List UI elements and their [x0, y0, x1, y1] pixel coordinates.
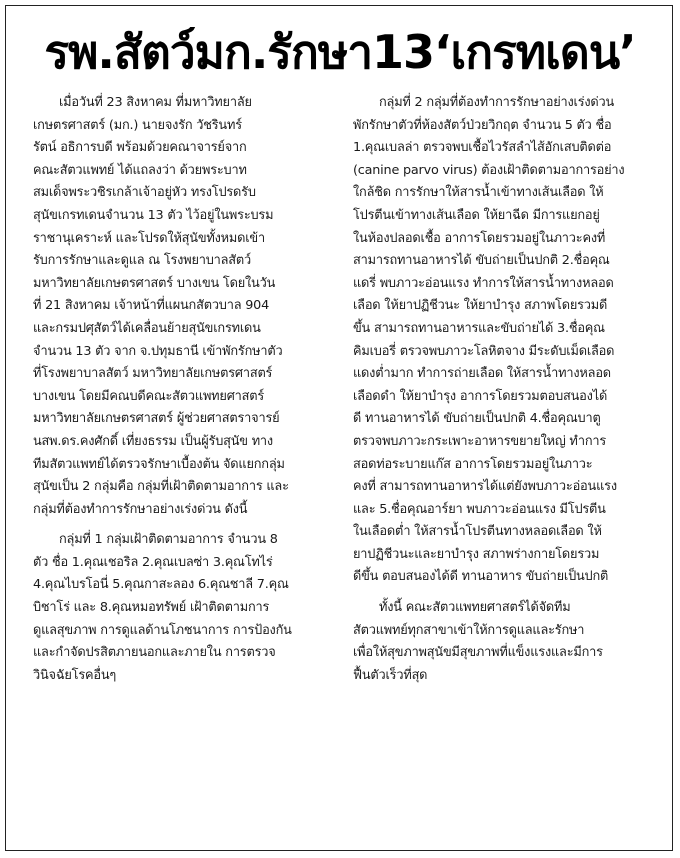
text-line: 1.คุณเบลล่า ตรวจพบเชื้อไวรัสลำไส้อักเสบติดต่อ [353, 140, 612, 156]
text-line: ในเลือดต่ำ ให้สารน้ำโปรตีนทางหลอดเลือด ให้ [353, 524, 602, 540]
text-line: เกษตรศาสตร์ (มก.) นายจงรัก วัชรินทร์ [33, 117, 242, 133]
text-line: สุนัขเป็น 2 กลุ่มคือ กลุ่มที่เฝ้าติดตามอาการ และ [33, 479, 289, 495]
text-line: นสพ.ดร.คงศักดิ์ เที่ยงธรรม เป็นผู้รับสุนัข ทาง [33, 433, 273, 449]
text-line: สอดท่อระบายแก๊ส อาการโดยรวมอยู่ในภาวะ [353, 456, 593, 472]
text-line: ตัว ชื่อ 1.คุณเชอริล 2.คุณเบลซ่า 3.คุณโทไร่ [33, 554, 273, 570]
text-line: มหาวิทยาลัยเกษตรศาสตร์ ผู้ช่วยศาสตราจารย์ [33, 411, 280, 427]
text-line: กลุ่มที่ 2 กลุ่มที่ต้องทำการรักษาอย่างเร่งด่วน [379, 95, 615, 110]
text-line: กลุ่มที่ต้องทำการรักษาอย่างเร่งด่วน ดังนี้ [33, 501, 248, 517]
text-line: วินิจฉัยโรคอื่นๆ [33, 667, 117, 683]
text-line: บิชาโร่ และ 8.คุณหมอทรัพย์ เฝ้าติดตามการ [33, 600, 270, 616]
text-line: เลือด ให้ยาปฏิชีวนะ ให้ยาบำรุง สภาพโดยรวมดี [353, 298, 608, 314]
text-line: ที่โรงพยาบาลสัตว์ มหาวิทยาลัยเกษตรศาสตร์ [33, 366, 273, 382]
text-line: กลุ่มที่ 1 กลุ่มเฝ้าติดตามอาการ จำนวน 8 [59, 532, 278, 548]
right-paragraph-2 [353, 597, 656, 687]
text-line: และ 5.ชื่อคุณอาร์ยา พบภาวะอ่อนแรง มีโปรตีน [353, 501, 606, 517]
text-line: จำนวน 13 ตัว จาก จ.ปทุมธานี เข้าพักรักษาตัว [33, 343, 283, 359]
text-line: ดูแลสุขภาพ การดูแลด้านโภชนาการ การป้องกัน [33, 622, 292, 638]
left-paragraph-2 [33, 529, 329, 687]
headline: รพ.สัตว์มก.รักษา13‘เกรทเดน’ [44, 25, 636, 79]
text-line: สมเด็จพระวชิรเกล้าเจ้าอยู่หัว ทรงโปรดรับ [33, 185, 256, 201]
right-column [353, 92, 656, 687]
text-line: โปรตีนเข้าทางเส้นเลือด ให้ยาฉีด มีการแยกอยู่ [353, 207, 600, 223]
text-line: พักรักษาตัวที่ห้องสัตว์ป่วยวิกฤต จำนวน 5 ตัว ชื่อ [353, 117, 612, 133]
text-line: สัตวแพทย์ทุกสาขาเข้าให้การดูแลและรักษา [353, 622, 585, 638]
text-line: ดี ทานอาหารได้ ขับถ่ายเป็นปกติ 4.ชื่อคุณบาตู [353, 411, 601, 427]
text-line: คณะสัตวแพทย์ ได้แถลงว่า ด้วยพระบาท [33, 162, 247, 178]
text-line: ใกล้ชิด การรักษาให้สารน้ำเข้าทางเส้นเลือด ให้ [353, 185, 604, 201]
text-line: คงที่ สามารถทานอาหารได้แต่ยังพบภาวะอ่อนแรง [353, 479, 617, 495]
text-line: เมื่อวันที่ 23 สิงหาคม ที่มหาวิทยาลัย [59, 95, 252, 110]
left-column [33, 92, 329, 687]
text-line: เพื่อให้สุขภาพสุนัขมีสุขภาพที่แข็งแรงและมีการ [353, 645, 603, 661]
text-line: ขึ้น สามารถทานอาหารและขับถ่ายได้ 3.ชื่อคุณ [353, 320, 605, 336]
text-line: ดีขึ้น ตอบสนองได้ดี ทานอาหาร ขับถ่ายเป็นปกติ [353, 569, 609, 585]
text-line: ฟื้นตัวเร็วที่สุด [353, 667, 428, 683]
text-line: เลือดดำ ให้ยาบำรุง อาการโดยรวมตอบสนองได้ [353, 388, 608, 404]
text-line: คิมเบอรี่ ตรวจพบภาวะโลหิตจาง มีระดับเม็ดเลือด [353, 343, 615, 359]
text-line: รับการรักษาและดูแล ณ โรงพยาบาลสัตว์ [33, 253, 251, 269]
left-paragraph-1 [33, 92, 329, 521]
text-line: ทั้งนี้ คณะสัตวแพทยศาสตร์ได้จัดทีม [379, 600, 571, 616]
text-line: ราชานุเคราะห์ และโปรดให้สุนัขทั้งหมดเข้า [33, 230, 265, 246]
text-line: ตรวจพบภาวะกระเพาะอาหารขยายใหญ่ ทำการ [353, 433, 607, 449]
text-line: (canine parvo virus) ต้องเฝ้าติดตามอาการอย่าง [353, 162, 625, 178]
text-line: แดรี่ พบภาวะอ่อนแรง ทำการให้สารน้ำทางหลอด [353, 275, 614, 291]
text-line: และกำจัดปรสิตภายนอกและภายใน การตรวจ [33, 645, 276, 661]
text-line: แดงต่ำมาก ทำการถ่ายเลือด ให้สารน้ำทางหลอด [353, 366, 611, 382]
text-line: ทีมสัตวแพทย์ได้ตรวจรักษาเบื้องต้น จัดแยกกลุ่ม [33, 456, 285, 472]
text-line: สุนัขเกรทเดนจำนวน 13 ตัว ไว้อยู่ในพระบรม [33, 207, 274, 223]
text-line: ยาปฏิชีวนะและยาบำรุง สภาพร่างกายโดยรวม [353, 546, 600, 562]
right-paragraph-1 [353, 92, 656, 589]
text-line: สามารถทานอาหารได้ ขับถ่ายเป็นปกติ 2.ชื่อคุณ [353, 253, 610, 269]
text-line: รัตน์ อธิการบดี พร้อมด้วยคณาจารย์จาก [33, 140, 247, 156]
text-line: ที่ 21 สิงหาคม เจ้าหน้าที่แผนกสัตวบาล 904 [33, 298, 270, 314]
text-line: ในห้องปลอดเชื้อ อาการโดยรวมอยู่ในภาวะคงที่ [353, 230, 606, 246]
text-line: บางเขน โดยมีคณบดีคณะสัตวแพทยศาสตร์ [33, 388, 265, 404]
text-line: 4.คุณไบรโอนี่ 5.คุณกาสะลอง 6.คุณชาลี 7.คุณ [33, 577, 289, 593]
text-line: และกรมปศุสัตว์ได้เคลื่อนย้ายสุนัขเกรทเดน [33, 320, 261, 336]
text-line: มหาวิทยาลัยเกษตรศาสตร์ บางเขน โดยในวัน [33, 275, 276, 291]
